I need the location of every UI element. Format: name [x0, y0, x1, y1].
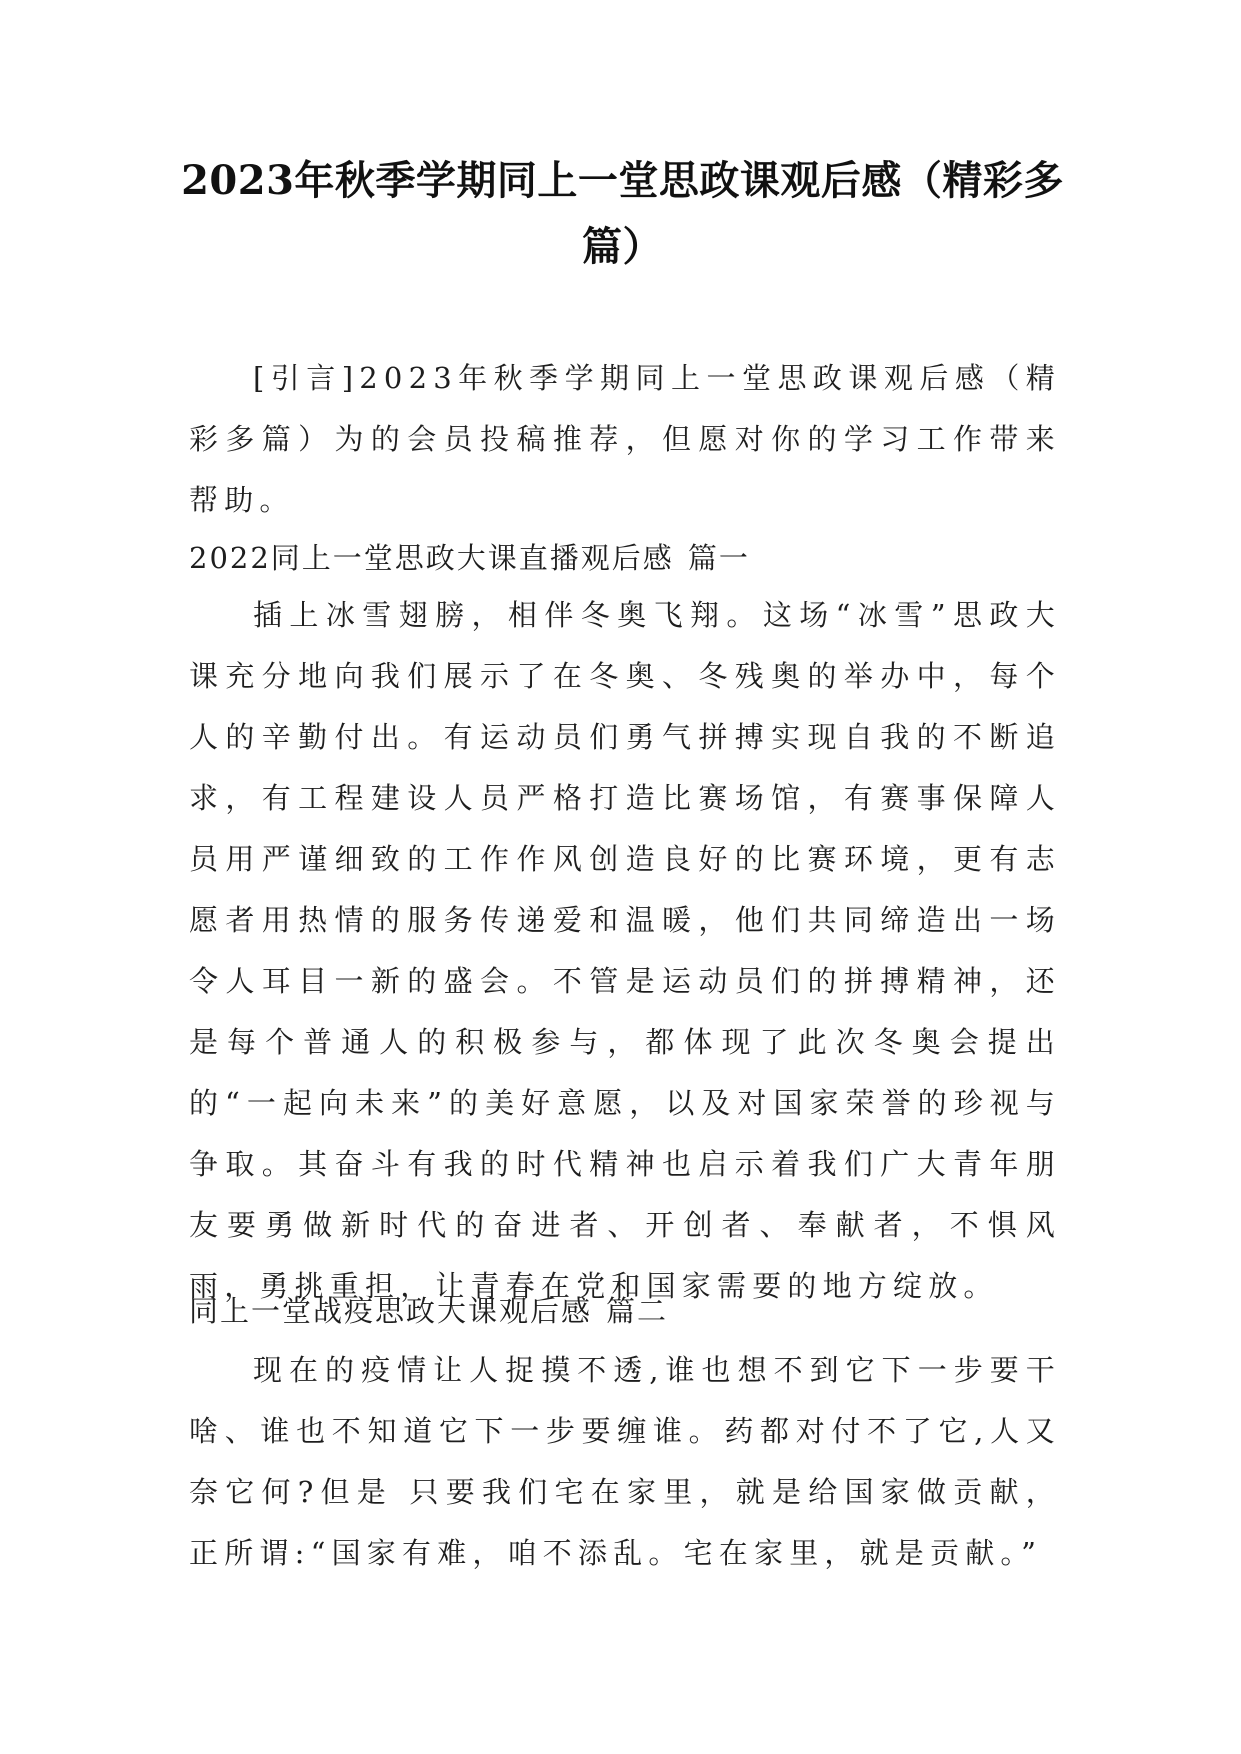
document-title: 2023年秋季学期同上一堂思政课观后感（精彩多篇）	[181, 157, 1064, 270]
section-heading-2	[189, 1281, 1061, 1342]
section-heading-1-text: 2022同上一堂思政大课直播观后感	[189, 541, 674, 575]
section-heading-1	[189, 528, 1061, 589]
section-label-1: 篇一	[687, 541, 750, 575]
section-label-2: 篇二	[606, 1294, 669, 1328]
section-heading-2-text: 同上一堂战疫思政大课观后感	[189, 1294, 593, 1328]
section-paragraph-2: 现在的疫情让人捉摸不透,谁也想不到它下一步要干啥、谁也不知道它下一步要缠谁。药都对付不了它,人又奈它何?但是 只要我们宅在家里，就是给国家做贡献，正所谓:“国家有难，咱不添乱。宅在家里，就是贡献。”	[189, 1353, 1061, 1570]
intro-paragraph: [引言]2023年秋季学期同上一堂思政课观后感（精彩多篇）为的会员投稿推荐，但愿对你的学习工作带来帮助。	[189, 361, 1061, 517]
section-paragraph-1: 插上冰雪翅膀，相伴冬奥飞翔。这场“冰雪”思政大课充分地向我们展示了在冬奥、冬残奥的举办中，每个人的辛勤付出。有运动员们勇气拼搏实现自我的不断追求，有工程建设人员严格打造比赛场馆，有赛事保障人员用严谨细致的工作作风创造良好的比赛环境，更有志愿者用热情的服务传递爱和温暖，他们共同缔造出一场令人耳目一新的盛会。不管是运动员们的拼搏精神，还是每个普通人的积极参与，都体现了此次冬奥会提出的“一起向未来”的美好意愿，以及对国家荣誉的珍视与争取。其奋斗有我的时代精神也启示着我们广大青年朋友要勇做新时代的奋进者、开创者、奉献者，不惧风雨，勇挑重担，让青春在党和国家需要的地方绽放。	[189, 598, 1061, 1303]
